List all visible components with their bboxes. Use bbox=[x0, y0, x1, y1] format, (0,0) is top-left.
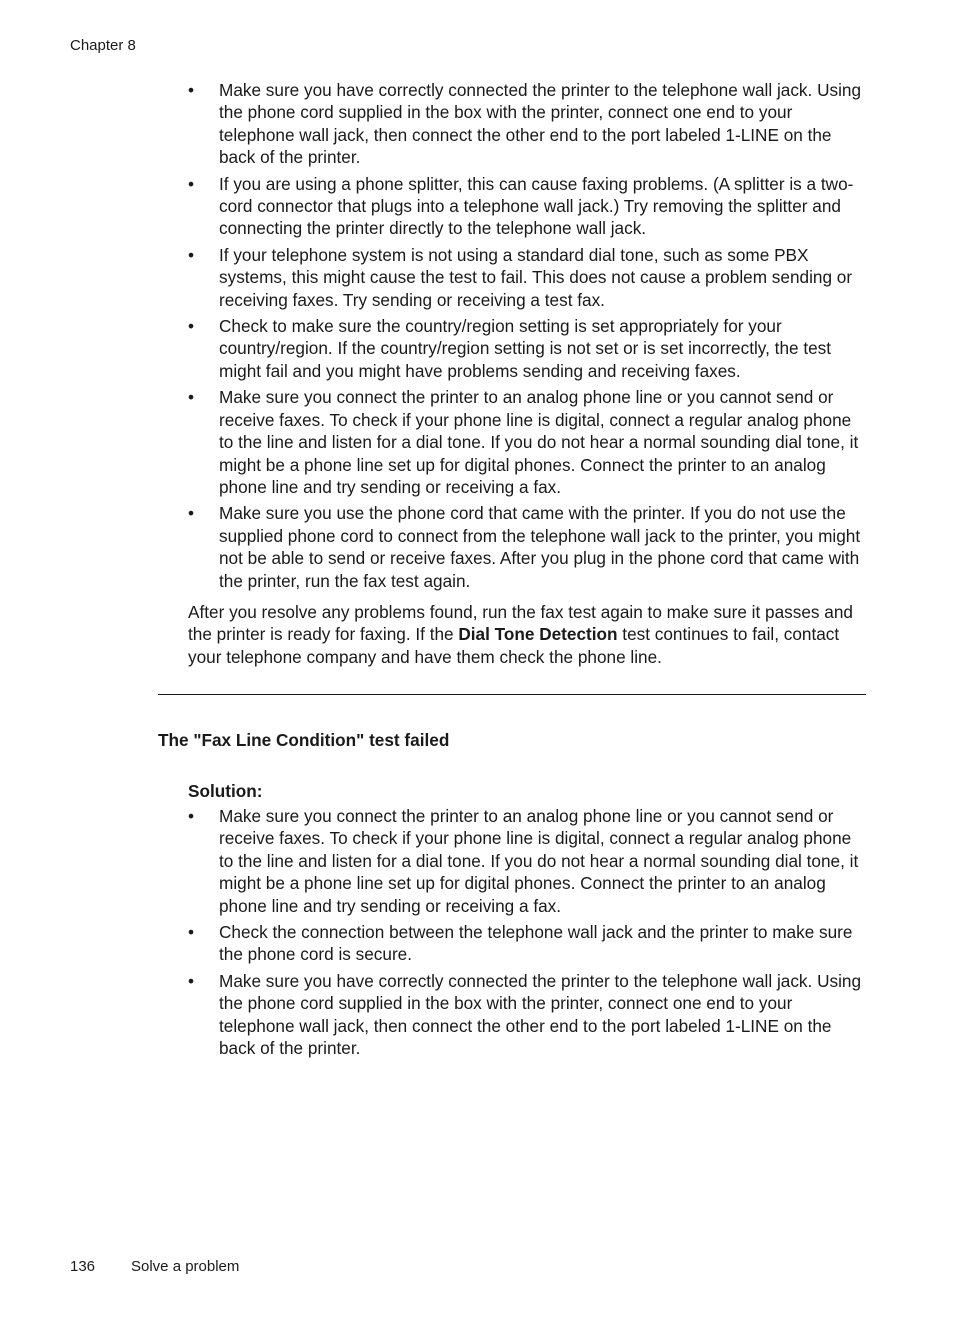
bullet-text: Make sure you use the phone cord that came with the printer. If you do not use the supplied phone cord to connect from the telephone wall jack to the printer, you might not be able to send or receive faxes. After you plug in the phone cord that came with the printer, run the fax test again. bbox=[219, 503, 861, 591]
bullet-icon: • bbox=[188, 316, 195, 337]
section-divider bbox=[158, 694, 866, 695]
bullet-icon: • bbox=[188, 387, 195, 408]
bullet-icon: • bbox=[188, 922, 195, 943]
bullet-icon: • bbox=[188, 173, 195, 194]
bullet-text: If your telephone system is not using a standard dial tone, such as some PBX systems, this might cause the test to fail. This does not cause a problem sending or receiving faxes. Try sending or receiving a test fax. bbox=[219, 244, 853, 310]
list-item bbox=[188, 173, 868, 240]
bullet-text: If you are using a phone splitter, this can cause faxing problems. (A splitter is a two-cord connector that plugs into a telephone wall jack.) Try removing the splitter and connecting the printer directly to the telephone wall jack. bbox=[219, 173, 854, 239]
solution-label: Solution: bbox=[188, 781, 263, 801]
top-section bbox=[188, 79, 868, 596]
list-item bbox=[188, 921, 868, 966]
bullet-icon: • bbox=[188, 806, 195, 826]
list-item bbox=[188, 970, 868, 1060]
bullet-text: Check the connection between the telephone wall jack and the printer to make sure the phone cord is secure. bbox=[219, 922, 853, 965]
list-item bbox=[188, 386, 868, 498]
section-heading: The "Fax Line Condition" test failed bbox=[158, 730, 450, 750]
bullet-icon: • bbox=[188, 970, 195, 991]
bullet-text: Make sure you connect the printer to an analog phone line or you cannot send or receive faxes. To check if your phone line is digital, connect a regular analog phone to the line and listen for a dial tone. If you do not hear a normal sounding dial tone, it might be a phone line set up for digital phones. Connect the printer to an analog phone line and try sending or receiving a fax. bbox=[219, 387, 859, 497]
dial-tone-detection-term: Dial Tone Detection bbox=[458, 624, 618, 645]
closing-paragraph bbox=[188, 601, 868, 668]
bullet-icon: • bbox=[188, 244, 195, 265]
bullet-text: Make sure you connect the printer to an analog phone line or you cannot send or receive faxes. To check if your phone line is digital, connect a regular analog phone to the line and listen for a dial tone. If you do not hear a normal sounding dial tone, it might be a phone line set up for digital phones. Connect the printer to an analog phone line and try sending or receiving a fax. bbox=[219, 806, 859, 916]
list-item bbox=[188, 315, 868, 382]
bullet-text: Check to make sure the country/region setting is set appropriately for your country/region. If the country/region setting is not set or is set incorrectly, the test might fail and you might have problems sending and receiving faxes. bbox=[219, 316, 832, 381]
bullet-icon: • bbox=[188, 503, 195, 524]
list-item bbox=[188, 244, 868, 311]
list-item bbox=[188, 805, 868, 917]
footer-page-number: 136 bbox=[70, 1258, 96, 1275]
closing-text-after: test continues to fail, contact your telephone company and have them check the phone line. bbox=[188, 624, 840, 667]
list-item bbox=[188, 79, 868, 169]
top-bullet-list bbox=[188, 79, 868, 592]
solution-bullet-list bbox=[188, 805, 868, 1059]
bullet-icon: • bbox=[188, 80, 195, 100]
closing-text-before: After you resolve any problems found, run the fax test again to make sure it passes and the printer is ready for faxing. If the bbox=[188, 602, 853, 645]
bullet-text: Make sure you have correctly connected the printer to the telephone wall jack. Using the phone cord supplied in the box with the printer, connect one end to your telephone wall jack, then connect the other end to the port labeled 1-LINE on the back of the printer. bbox=[219, 970, 862, 1059]
footer-section-title: Solve a problem bbox=[131, 1258, 240, 1275]
list-item bbox=[188, 502, 868, 592]
bullet-text: Make sure you have correctly connected the printer to the telephone wall jack. Using the phone cord supplied in the box with the printer, connect one end to your telephone wall jack, then connect the other end to the port labeled 1-LINE on the back of the printer. bbox=[219, 80, 862, 168]
running-header-chapter: Chapter 8 bbox=[70, 37, 136, 54]
fax-line-solution bbox=[188, 805, 868, 1063]
